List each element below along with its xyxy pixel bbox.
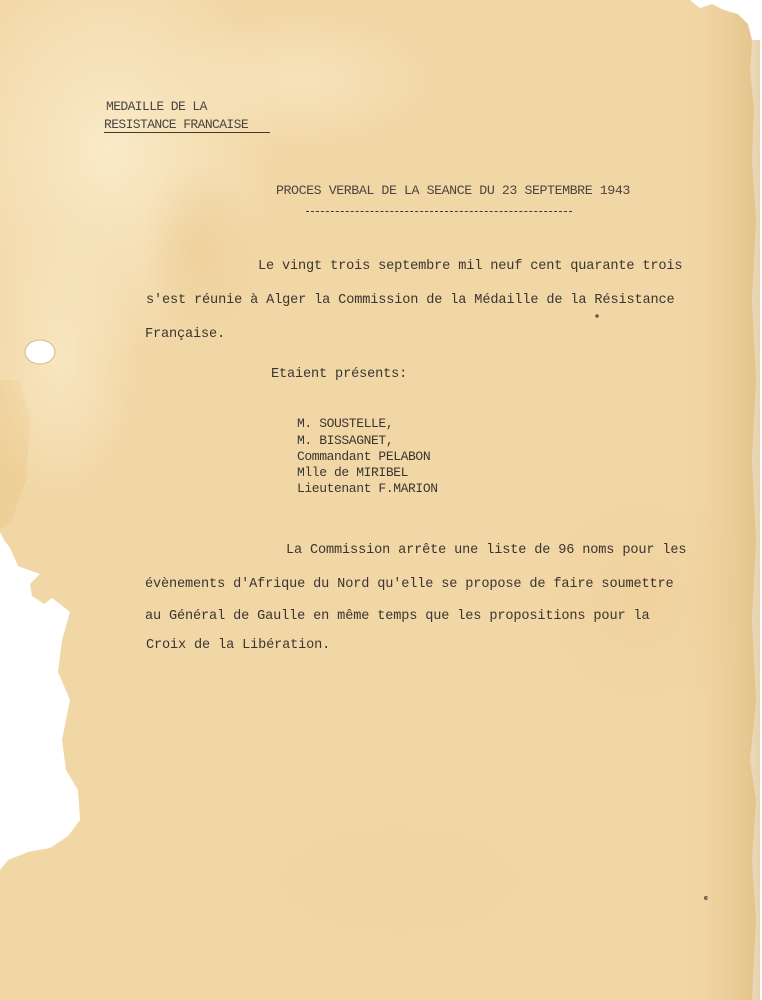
attendee-item: Commandant PELABON: [297, 449, 431, 464]
attendee-item: M. SOUSTELLE,: [297, 416, 394, 431]
paragraph-1-line-3: Française.: [145, 327, 226, 342]
header-line-1: MEDAILLE DE LA: [106, 99, 207, 114]
paragraph-2-line-4: Croix de la Libération.: [146, 638, 331, 653]
paragraph-1-line-1: Le vingt trois septembre mil neuf cent quarante trois: [258, 259, 683, 274]
document-title: PROCES VERBAL DE LA SEANCE DU 23 SEPTEMBRE 1943: [276, 183, 630, 198]
header-line-2: RESISTANCE FRANCAISE: [104, 117, 249, 132]
attendee-item: Lieutenant F.MARION: [297, 481, 438, 496]
paragraph-2-line-2: évènements d'Afrique du Nord qu'elle se propose de faire soumettre: [145, 577, 674, 592]
title-underline: [306, 211, 572, 212]
paragraph-1-line-2: s'est réunie à Alger la Commission de la Médaille de la Résistance: [146, 293, 675, 308]
attendee-item: Mlle de MIRIBEL: [297, 465, 409, 480]
paragraph-2-line-1: La Commission arrête une liste de 96 noms pour les: [286, 543, 687, 558]
header-underline: [104, 132, 270, 133]
present-label: Etaient présents:: [271, 367, 408, 382]
attendee-item: M. BISSAGNET,: [297, 433, 394, 448]
paragraph-2-line-3: au Général de Gaulle en même temps que les propositions pour la: [145, 609, 650, 624]
